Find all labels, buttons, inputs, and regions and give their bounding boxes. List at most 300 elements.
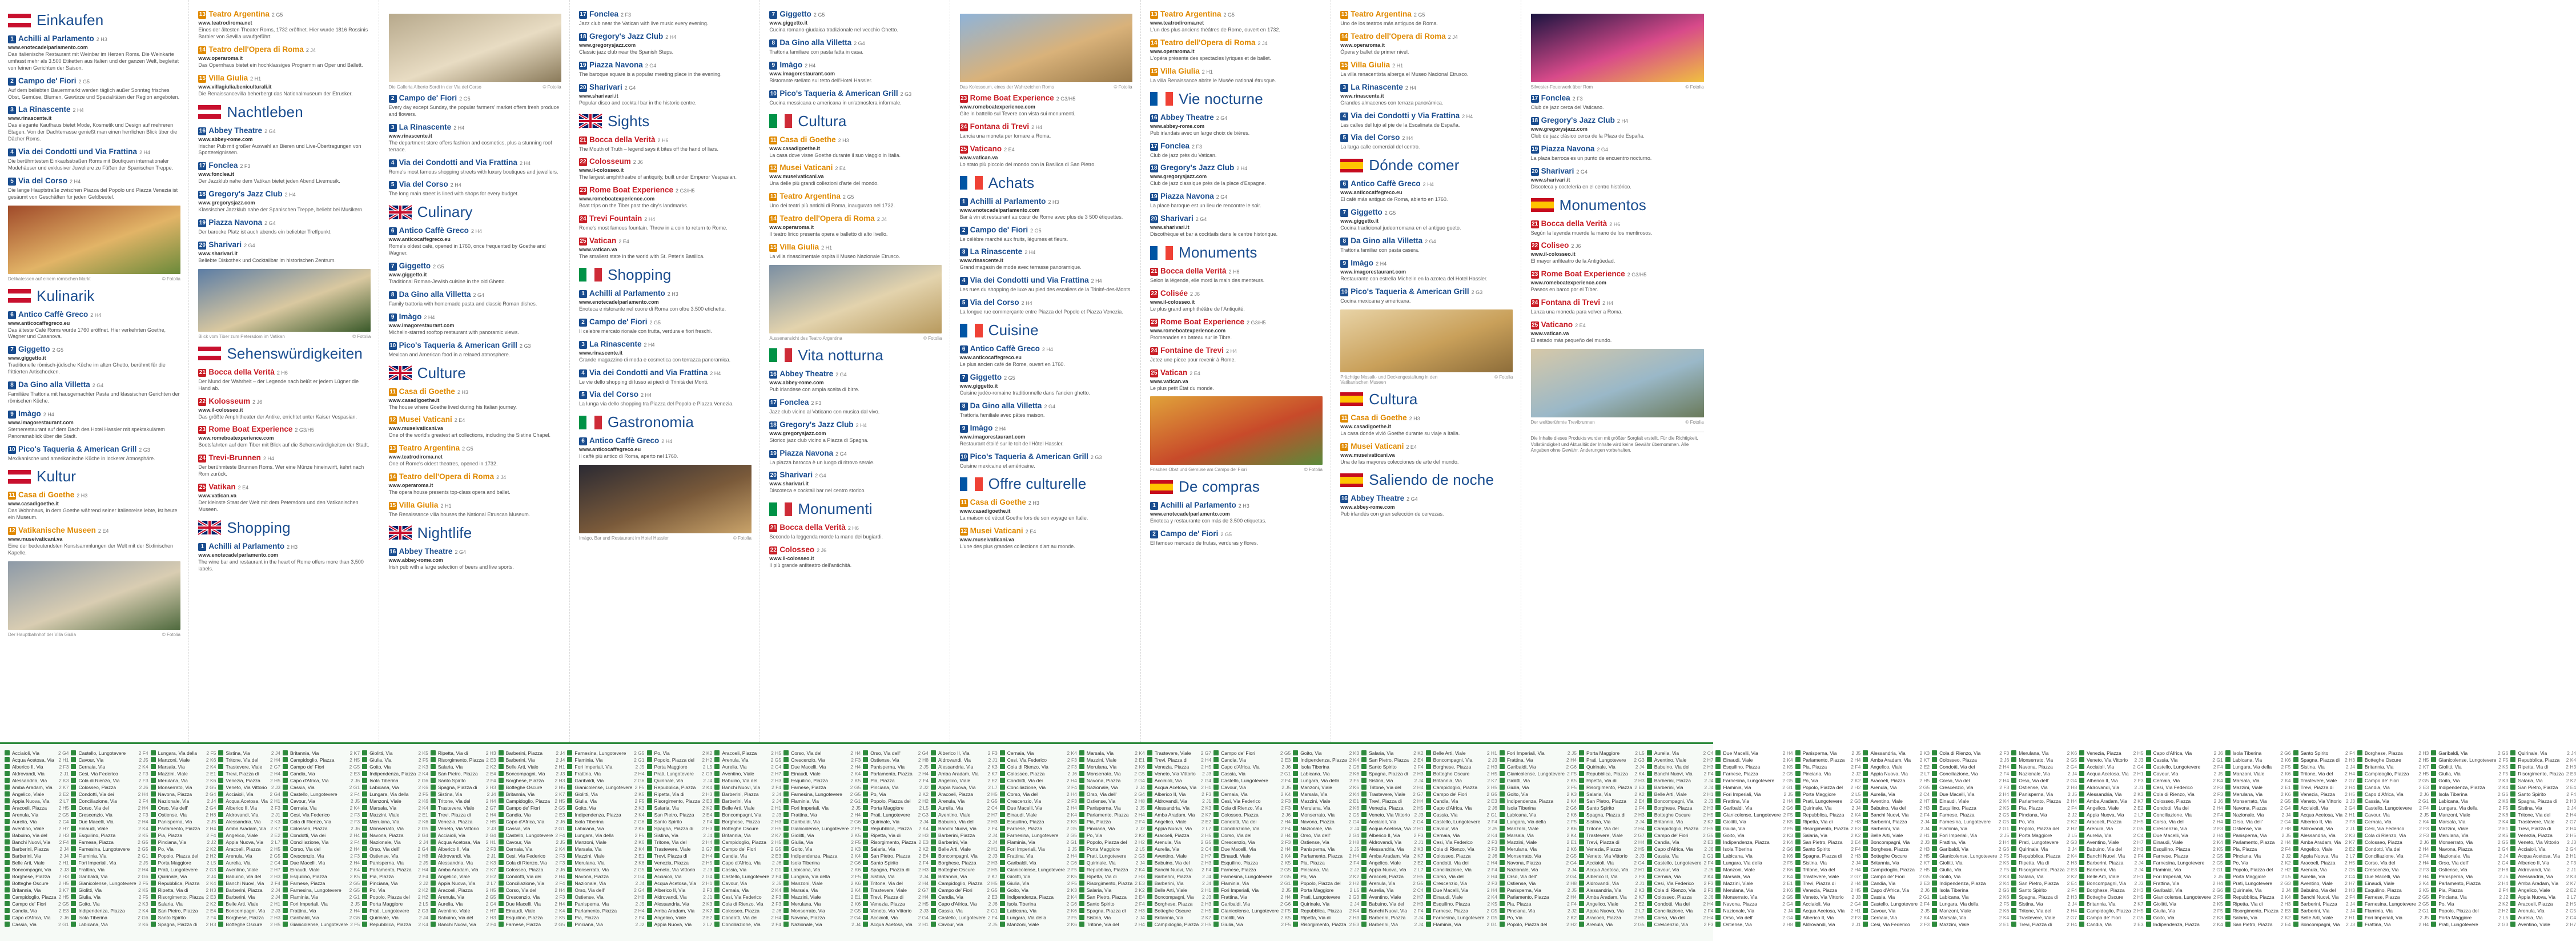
section-header — [769, 347, 942, 364]
street-name: Porta Maggiore — [1086, 846, 1120, 852]
poi-website-link[interactable]: www.gregorysjazz.com — [769, 430, 826, 436]
poi-website-link[interactable]: www.gregorysjazz.com — [1150, 174, 1207, 180]
map-grid-reference: 2 G5 — [813, 12, 825, 18]
grid-reference: 2 H5 — [1201, 922, 1212, 927]
map-grid-reference: 2 H4 — [1376, 260, 1387, 267]
index-marker-icon — [1293, 867, 1298, 872]
poi-website-link[interactable]: www.villagiulia.beniculturali.it — [198, 83, 272, 90]
index-row — [2011, 859, 2077, 866]
map-grid-reference: 2 H4 — [855, 422, 867, 428]
poi-website-link[interactable]: www.vatican.va — [959, 154, 998, 160]
poi-number-badge: 6 — [8, 311, 16, 319]
index-marker-icon — [567, 771, 572, 776]
poi-website-link[interactable]: www.vatican.va — [198, 493, 237, 498]
index-marker-icon — [1932, 805, 1937, 810]
index-marker-icon — [1147, 833, 1152, 838]
street-name: Prati, Lungotevere — [2232, 880, 2273, 886]
poi-website-link[interactable]: www.rinascente.it — [1340, 93, 1384, 99]
street-name: Santo Spirito — [1369, 764, 1397, 770]
street-name: Cassia, Via — [1221, 771, 1245, 777]
index-row — [567, 839, 644, 846]
poi-number-badge: 2 — [579, 319, 587, 327]
poi-website-link[interactable]: www.operaroma.it — [1150, 48, 1195, 54]
poi-entry — [1150, 317, 1323, 341]
map-grid-reference: 2 H1 — [1201, 69, 1213, 75]
section-title: Dónde comer — [1369, 156, 1460, 174]
street-name: Britannia, Via — [722, 833, 751, 838]
index-row — [1000, 852, 1077, 859]
index-marker-icon — [1715, 922, 1721, 927]
grid-reference: 2 E3 — [1487, 798, 1497, 804]
poi-website-link[interactable]: www.giggetto.it — [388, 272, 427, 278]
grid-reference: 2 K4 — [418, 922, 428, 927]
index-marker-icon — [783, 819, 789, 824]
index-marker-icon — [499, 922, 504, 927]
grid-reference: 2 H3 — [918, 833, 929, 838]
index-row — [931, 880, 998, 887]
index-row — [567, 894, 644, 900]
index-marker-icon — [567, 826, 572, 831]
street-name: Boncompagni, Via — [1433, 757, 1473, 763]
grid-reference: 2 J4 — [851, 922, 861, 927]
index-row — [1863, 750, 1930, 757]
index-marker-icon — [783, 757, 789, 762]
poi-website-link[interactable]: www.giggetto.it — [8, 355, 46, 361]
index-row — [1715, 750, 1793, 757]
index-marker-icon — [2146, 750, 2151, 755]
map-grid-reference: 2 G3 — [139, 447, 150, 453]
poi-website-link[interactable]: www.casadigoethe.it — [769, 145, 820, 151]
grid-reference: 2 K7 — [554, 791, 565, 797]
street-name: Farnese, Piazza — [1723, 771, 1758, 777]
poi-website-link[interactable]: www.imagorestaurant.com — [1340, 268, 1406, 275]
grid-reference: 2 H4 — [2212, 805, 2223, 811]
poi-entry — [769, 191, 942, 210]
poi-name: Campo de' Fiori — [399, 94, 457, 102]
index-row — [2146, 880, 2223, 887]
index-marker-icon — [1079, 908, 1084, 913]
poi-website-link[interactable]: www.vatican.va — [1530, 331, 1569, 336]
index-marker-icon — [2510, 853, 2515, 858]
grid-reference: 2 J5 — [919, 764, 929, 770]
index-row — [783, 894, 861, 900]
poi-website-link[interactable]: www.enotecadelparlamento.com — [1150, 511, 1230, 517]
index-row — [2293, 846, 2356, 852]
grid-reference: 2 F3 — [771, 894, 782, 900]
street-name: Ostiense, Via — [158, 812, 187, 818]
index-row — [647, 777, 713, 784]
grid-reference: 2 F3 — [1487, 846, 1497, 852]
street-name: Trevi, Piazza di — [654, 853, 688, 859]
index-marker-icon — [362, 798, 367, 803]
poi-website-link[interactable]: www.romeboatexperience.com — [1150, 327, 1226, 333]
grid-reference: 2 E4 — [1135, 894, 1145, 900]
street-name: Britannia, Via — [938, 874, 967, 879]
street-name: Due Macelli, Via — [290, 860, 325, 866]
index-row — [1863, 839, 1930, 846]
poi-number-badge: 20 — [199, 242, 206, 248]
grid-reference: 2 F3 — [771, 901, 782, 907]
index-row — [567, 763, 644, 770]
index-row — [2357, 839, 2429, 846]
poi-number-badge: 4 — [1340, 112, 1348, 120]
map-grid-reference: 2 G3 — [1471, 289, 1483, 295]
grid-reference: 2 K4 — [2067, 853, 2077, 859]
street-name: Pinciana, Via — [2019, 812, 2047, 818]
grid-reference: 2 E3 — [2133, 922, 2144, 927]
poi-website-link[interactable]: www.vatican.va — [578, 247, 617, 252]
poi-website-link[interactable]: www.museivaticani.va — [1340, 452, 1395, 458]
poi-name: Teatro Argentina — [779, 192, 841, 201]
grid-reference: 2 H4 — [485, 812, 496, 818]
poi-website-link[interactable]: www.il-colosseo.it — [1530, 251, 1576, 258]
street-name: Conciliazione, Via — [1433, 867, 1472, 872]
map-grid-reference: 2 H4 — [1024, 250, 1036, 256]
index-marker-icon — [1361, 839, 1367, 845]
poi-number-badge: 18 — [1151, 165, 1158, 172]
street-name: Babuino, Via del — [437, 915, 473, 920]
index-row — [1000, 846, 1077, 852]
poi-website-link[interactable]: www.enotecadelparlamento.com — [959, 207, 1040, 213]
poi-website-link[interactable]: www.rinascente.it — [959, 258, 1003, 264]
index-marker-icon — [1213, 908, 1219, 913]
poi-website-link[interactable]: www.museivaticani.va — [959, 537, 1014, 543]
poi-website-link[interactable]: www.rinascente.it — [388, 132, 432, 139]
poi-number-badge: 19 — [770, 450, 777, 457]
grid-reference: 2 H4 — [349, 846, 360, 852]
poi-website-link[interactable]: www.romeboatexperience.com — [959, 104, 1035, 110]
poi-website-link[interactable]: www.enotecadelparlamento.com — [8, 45, 88, 50]
poi-name: Imàgo — [970, 423, 993, 432]
index-row — [1863, 887, 1930, 894]
index-marker-icon — [283, 860, 288, 865]
poi-website-link[interactable]: www.gregorysjazz.com — [1530, 126, 1588, 132]
street-name: Fori Imperiali, Via — [1939, 833, 1978, 838]
index-marker-icon — [1863, 853, 1868, 858]
poi-website-link[interactable]: www.imagorestaurant.com — [959, 433, 1026, 440]
poi-website-link[interactable]: www.sharivari.it — [578, 93, 618, 99]
grid-reference: 2 G4 — [634, 887, 645, 893]
index-marker-icon — [2146, 819, 2151, 824]
poi-website-link[interactable]: www.operaroma.it — [1340, 42, 1385, 48]
index-row — [1079, 839, 1145, 846]
street-name: Colosseo, Piazza — [1939, 757, 1977, 763]
street-name: Condotti, Via dei — [1654, 901, 1690, 907]
index-marker-icon — [283, 812, 288, 817]
index-marker-icon — [5, 833, 10, 838]
grid-reference: 2 J4 — [1783, 908, 1793, 914]
grid-reference: 2 J6 — [1704, 846, 1714, 852]
poi-number-badge: 9 — [1340, 260, 1348, 268]
index-row — [362, 859, 428, 866]
index-row — [283, 894, 360, 900]
poi-website-link[interactable]: www.enotecadelparlamento.com — [198, 552, 279, 558]
poi-website-link[interactable]: www.giggetto.it — [959, 383, 998, 389]
poi-website-link[interactable]: www.romeboatexperience.com — [1530, 280, 1606, 286]
poi-description: Der Jazzklub nahe dem Vatikan bietet jeden Abend Livemusik. — [198, 178, 340, 184]
index-marker-icon — [1426, 826, 1431, 831]
poi-website-link[interactable]: www.imagorestaurant.com — [388, 322, 455, 328]
grid-reference: 2 J6 — [1281, 764, 1291, 770]
index-row — [1863, 859, 1930, 866]
poi-website-link[interactable]: www.abbey-rome.com — [1150, 123, 1205, 129]
poi-website-link[interactable]: www.sharivari.it — [1530, 176, 1570, 183]
poi-description: Das elegante Kaufhaus bietet Mode, Kosmetik und Design auf mehreren Etagen. Von der Dachterrasse genießt man einen herrlichen Blick über die Dächer Roms. — [8, 122, 178, 142]
index-marker-icon — [499, 833, 504, 838]
poi-website-link[interactable]: www.anticocaffegreco.eu — [388, 236, 451, 243]
map-grid-reference: 2 H4 — [1422, 182, 1434, 188]
poi-website-link[interactable]: www.casadigoethe.it — [1340, 423, 1391, 429]
poi-website-link[interactable]: www.romeboatexperience.com — [578, 196, 655, 202]
grid-reference: 2 G4 — [1134, 778, 1145, 783]
index-marker-icon — [151, 757, 156, 762]
index-row — [783, 832, 861, 839]
grid-reference: 2 F3 — [350, 819, 360, 825]
grid-reference: 2 F4 — [771, 874, 782, 879]
poi-website-link[interactable]: www.teatrodiroma.net — [388, 454, 443, 460]
poi-website-link[interactable]: www.anticocaffegreco.eu — [8, 320, 70, 326]
poi-website-link[interactable]: www.abbey-rome.com — [769, 379, 824, 385]
index-column — [2146, 750, 2223, 941]
poi-website-link[interactable]: www.teatrodiroma.net — [198, 20, 252, 26]
grid-reference: 2 K7 — [1413, 853, 1424, 859]
street-name: Cavour, Via — [290, 798, 315, 804]
index-row — [2357, 900, 2429, 907]
street-name: Condotti, Via dei — [1221, 819, 1257, 825]
street-name: Lungara, Via della — [1723, 860, 1762, 866]
index-row — [1000, 798, 1077, 805]
grid-reference: 2 F5 — [851, 874, 861, 879]
map-grid-reference: 2 H6 — [1609, 221, 1621, 227]
street-name: Merulana, Via — [1300, 805, 1331, 811]
poi-website-link[interactable]: www.vatican.va — [1150, 378, 1188, 384]
grid-reference: 2 L7 — [59, 798, 69, 804]
grid-reference: 2 G6 — [2497, 791, 2509, 797]
poi-website-link[interactable]: www.sharivari.it — [1150, 224, 1189, 231]
street-name: Garibaldi, Via — [1221, 901, 1251, 907]
grid-reference: 2 G7 — [1634, 833, 1645, 838]
index-marker-icon — [2510, 839, 2515, 845]
street-name: Barberini, Via — [12, 853, 41, 859]
index-marker-icon — [1863, 887, 1868, 892]
index-row — [1932, 852, 2009, 859]
street-name: Mazzini, Viale — [1939, 922, 1970, 927]
index-row — [151, 825, 216, 832]
index-marker-icon — [2079, 778, 2084, 783]
grid-reference: 2 H3 — [987, 819, 998, 825]
poi-website-link[interactable]: www.romeboatexperience.com — [198, 435, 274, 441]
grid-reference: 2 K5 — [634, 791, 645, 797]
poi-description: Michelin-starred rooftop restaurant with panoramic views. — [388, 329, 519, 335]
index-row — [71, 763, 148, 770]
poi-website-link[interactable]: www.abbey-rome.com — [198, 136, 253, 142]
index-marker-icon — [71, 846, 76, 851]
grid-reference: 2 H5 — [1703, 812, 1714, 818]
poi-website-link[interactable]: www.gregorysjazz.com — [578, 42, 636, 48]
street-name: Risorgimento, Piazza — [1802, 826, 1848, 831]
street-name: Alessandria, Via — [938, 764, 974, 770]
street-name: Frattina, Via — [1723, 798, 1750, 804]
poi-website-link[interactable]: www.museivaticani.va — [8, 536, 63, 542]
poi-website-link[interactable]: www.sharivari.it — [198, 250, 238, 256]
poi-website-link[interactable]: www.il-colosseo.it — [1150, 299, 1195, 305]
street-name: Barberini, Piazza — [1369, 915, 1406, 920]
map-grid-reference: 2 H6 — [1228, 269, 1240, 275]
poi-website-link[interactable]: www.casadigoethe.it — [959, 508, 1011, 514]
street-name: Farnese, Piazza — [1939, 812, 1975, 818]
section-header — [769, 112, 942, 130]
poi-website-link[interactable]: www.fonclea.it — [198, 171, 235, 178]
poi-entry — [1531, 269, 1704, 293]
index-row — [1715, 818, 1793, 825]
poi-website-link[interactable]: www.casadigoethe.it — [8, 501, 59, 507]
poi-website-link[interactable]: www.sharivari.it — [769, 481, 809, 487]
index-row — [1426, 846, 1497, 852]
street-name: Labicana, Via — [574, 826, 604, 831]
street-name: Manzoni, Viale — [2438, 812, 2470, 818]
index-row — [567, 887, 644, 894]
poi-website-link[interactable]: www.rinascente.it — [8, 115, 52, 122]
street-name: Castello, Lungotevere — [1870, 901, 1918, 907]
poi-website-link[interactable]: www.museivaticani.va — [388, 425, 443, 432]
grid-reference: 2 J4 — [771, 798, 782, 804]
street-name: Alberico II, Via — [12, 764, 43, 770]
index-marker-icon — [1426, 846, 1431, 851]
index-row — [2011, 757, 2077, 763]
grid-reference: 2 F3 — [138, 778, 148, 783]
street-name: Goito, Via — [1506, 791, 1528, 797]
poi-website-link[interactable]: www.anticocaffegreco.eu — [578, 447, 641, 453]
grid-reference: 2 J4 — [556, 757, 565, 763]
index-marker-icon — [1863, 846, 1868, 851]
index-marker-icon — [1863, 771, 1868, 776]
grid-reference: 2 J4 — [1851, 860, 1861, 866]
index-row — [151, 914, 216, 921]
street-name: Risorgimento, Piazza — [2019, 867, 2065, 872]
poi-website-link[interactable]: www.operaroma.it — [769, 224, 814, 231]
street-name: Acciaioli, Via — [437, 833, 465, 838]
poi-website-link[interactable]: www.il-colosseo.it — [769, 556, 814, 562]
poi-website-link[interactable]: www.operaroma.it — [198, 55, 243, 61]
poi-website-link[interactable]: www.giggetto.it — [769, 20, 807, 26]
it-flag-icon — [769, 502, 792, 516]
poi-website-link[interactable]: www.enotecadelparlamento.com — [578, 299, 659, 305]
grid-reference: 2 J4 — [419, 915, 428, 920]
poi-website-link[interactable]: www.abbey-rome.com — [1340, 504, 1395, 510]
street-name: Belle Arti, Viale — [938, 846, 971, 852]
poi-number-badge: 15 — [389, 502, 396, 509]
grid-reference: 2 H5 — [1201, 764, 1212, 770]
poi-website-link[interactable]: www.rinascente.it — [578, 349, 623, 356]
es-flag-icon — [1340, 392, 1363, 406]
index-row — [1500, 921, 1577, 928]
index-row — [1579, 900, 1645, 907]
grid-reference: 2 H3 — [1201, 860, 1212, 866]
index-row — [283, 914, 360, 921]
poi-website-link[interactable]: www.giggetto.it — [1340, 218, 1379, 224]
index-marker-icon — [2146, 860, 2151, 865]
index-marker-icon — [1213, 874, 1219, 879]
grid-reference: 2 F4 — [1413, 764, 1424, 770]
street-name: Marsala, Via — [1300, 791, 1328, 797]
poi-website-link[interactable]: www.imagorestaurant.com — [8, 419, 74, 425]
index-marker-icon — [1079, 874, 1084, 879]
index-row — [1147, 914, 1211, 921]
index-marker-icon — [931, 887, 936, 892]
poi-website-link[interactable]: www.museivaticani.va — [769, 174, 824, 180]
street-name: San Pietro, Piazza — [2232, 922, 2273, 927]
street-name: Pinciana, Via — [1802, 771, 1831, 777]
index-column — [2011, 750, 2077, 941]
grid-reference: 2 H4 — [634, 908, 645, 914]
index-marker-icon — [1213, 791, 1219, 797]
grid-reference: 2 J5 — [1349, 846, 1360, 852]
poi-name: Musei Vaticani — [970, 526, 1023, 536]
grid-reference: 2 G4 — [1134, 791, 1145, 797]
street-name: Repubblica, Piazza — [1586, 771, 1628, 777]
street-name: Cavour, Via — [938, 922, 963, 927]
index-marker-icon — [2431, 750, 2436, 755]
poi-website-link[interactable]: www.il-colosseo.it — [578, 167, 624, 174]
index-row — [1579, 777, 1645, 784]
street-name: Alessandria, Via — [654, 901, 689, 907]
grid-reference: 2 E3 — [2566, 771, 2576, 777]
poi-number-badge: 13 — [199, 11, 206, 18]
street-name: Ostiense, Via — [574, 894, 604, 900]
poi-website-link[interactable]: www.operaroma.it — [388, 482, 433, 489]
poi-website-link[interactable]: www.anticocaffegreco.eu — [1340, 190, 1402, 196]
index-marker-icon — [567, 922, 572, 927]
grid-reference: 2 E3 — [2418, 785, 2429, 790]
index-marker-icon — [1647, 798, 1652, 803]
grid-reference: 2 G6 — [1280, 901, 1291, 907]
poi-website-link[interactable]: www.casadigoethe.it — [388, 397, 440, 403]
grid-reference: 2 H5 — [1634, 915, 1645, 920]
street-name: Manzoni, Viale — [158, 757, 190, 763]
index-row — [2357, 846, 2429, 852]
poi-website-link[interactable]: www.il-colosseo.it — [198, 407, 243, 413]
street-name: Cesi, Via Federico — [1433, 839, 1473, 845]
street-name: Salaria, Via — [1369, 750, 1394, 756]
index-marker-icon — [151, 901, 156, 906]
street-name: Monserrato, Via — [574, 867, 609, 872]
poi-website-link[interactable]: www.anticocaffegreco.eu — [959, 355, 1022, 360]
grid-reference: 2 F5 — [1783, 860, 1793, 866]
index-row — [2431, 880, 2508, 887]
street-name: Repubblica, Piazza — [1300, 908, 1343, 914]
poi-website-link[interactable]: www.abbey-rome.com — [388, 557, 443, 563]
street-name: Barberini, Via — [1154, 880, 1184, 886]
poi-number-badge: 13 — [389, 445, 396, 452]
index-marker-icon — [863, 833, 868, 838]
index-row — [283, 866, 360, 873]
grid-reference: 2 H2 — [702, 757, 713, 763]
index-row — [1426, 894, 1497, 900]
street-name: Belle Arti, Viale — [1654, 791, 1687, 797]
index-row — [283, 777, 360, 784]
poi-website-link[interactable]: www.imagorestaurant.com — [769, 70, 835, 77]
street-name: Barberini, Via — [1369, 922, 1398, 927]
poi-website-link[interactable]: www.teatrodiroma.net — [1150, 20, 1204, 26]
index-row — [2146, 832, 2223, 839]
index-marker-icon — [499, 798, 504, 803]
poi-website-link[interactable]: www.gregorysjazz.com — [198, 200, 255, 206]
street-name: Fori Imperiali, Via — [574, 764, 613, 770]
street-name: Castello, Lungotevere — [505, 833, 553, 838]
index-marker-icon — [931, 867, 936, 872]
poi-description: The baroque square is a popular meeting place in the evening. — [578, 71, 722, 77]
map-grid-reference: 2 G3 — [519, 343, 531, 349]
